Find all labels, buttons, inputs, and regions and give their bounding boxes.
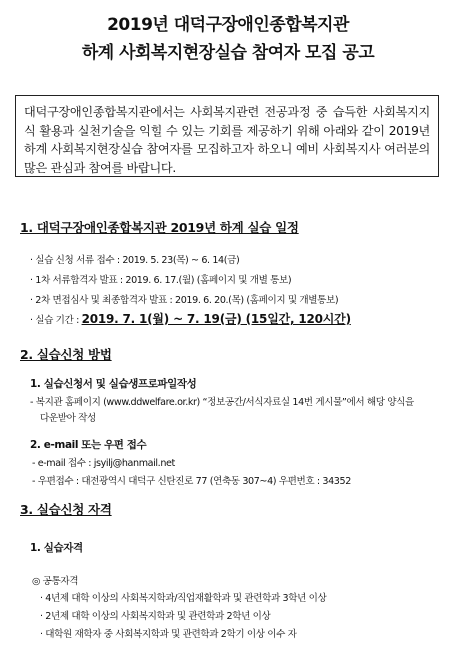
qualification-item: · 4년제 대학 이상의 사회복지학과/직업재활학과 및 관련학과 3학년 이상 [40, 593, 327, 604]
method-line: - 복지관 홈페이지 (www.ddwelfare.or.kr) “정보공간/서식자료실 14번 게시물”에서 해당 양식을 [30, 397, 414, 408]
schedule-item: · 1차 서류합격자 발표 : 2019. 6. 17.(월) (홈페이지 및 개별 통보) [30, 275, 292, 286]
method-sub-heading-2: 2. e-mail 또는 우편 접수 [30, 439, 147, 451]
document-title-line-1: 2019년 대덕구장애인종합복지관 [107, 15, 349, 35]
qualification-item: · 대학원 재학자 중 사회복지학과 및 관련학과 2학기 이상 이수 자 [40, 629, 297, 640]
schedule-item: · 2차 면접심사 및 최종합격자 발표 : 2019. 6. 20.(목) (홈페이지 및 개별통보) [30, 295, 339, 306]
section-2-heading: 2. 실습신청 방법 [20, 347, 112, 362]
period-label: · 실습 기간 : [30, 315, 82, 326]
post-line: - 우편접수 : 대전광역시 대덕구 신탄진로 77 (연축동 307~4) 우편번호 : 34352 [32, 476, 351, 487]
common-qualification-label: ◎ 공통자격 [32, 576, 79, 587]
method-line: 다운받아 작성 [40, 413, 96, 424]
section-1-heading: 1. 대덕구장애인종합복지관 2019년 하계 실습 일정 [20, 220, 299, 235]
document-title-line-2: 하계 사회복지현장실습 참여자 모집 공고 [81, 43, 375, 63]
notice-box: 대덕구장애인종합복지관에서는 사회복지관련 전공과정 중 습득한 사회복지지식 활용과 실천기술을 익힐 수 있는 기회를 제공하기 위해 아래와 같이 2019년 하계 사회복지현장실습 참여자를 모집하고자 하오니 예비 사회복지사 여러분의 많은 관심과 참여를 바랍니다. [15, 95, 439, 177]
schedule-item: · 실습 신청 서류 접수 : 2019. 5. 23(목) ~ 6. 14(금) [30, 255, 240, 266]
qualification-sub-heading: 1. 실습자격 [30, 542, 83, 554]
email-line: - e-mail 접수 : jsyilj@hanmail.net [32, 458, 175, 469]
period-value: 2019. 7. 1(월) ~ 7. 19(금) (15일간, 120시간) [81, 312, 351, 326]
schedule-period [30, 310, 351, 327]
method-sub-heading-1: 1. 실습신청서 및 실습생프로파일작성 [30, 378, 197, 390]
qualification-item: · 2년제 대학 이상의 사회복지학과 및 관련학과 2학년 이상 [40, 611, 271, 622]
section-3-heading: 3. 실습신청 자격 [20, 502, 112, 517]
